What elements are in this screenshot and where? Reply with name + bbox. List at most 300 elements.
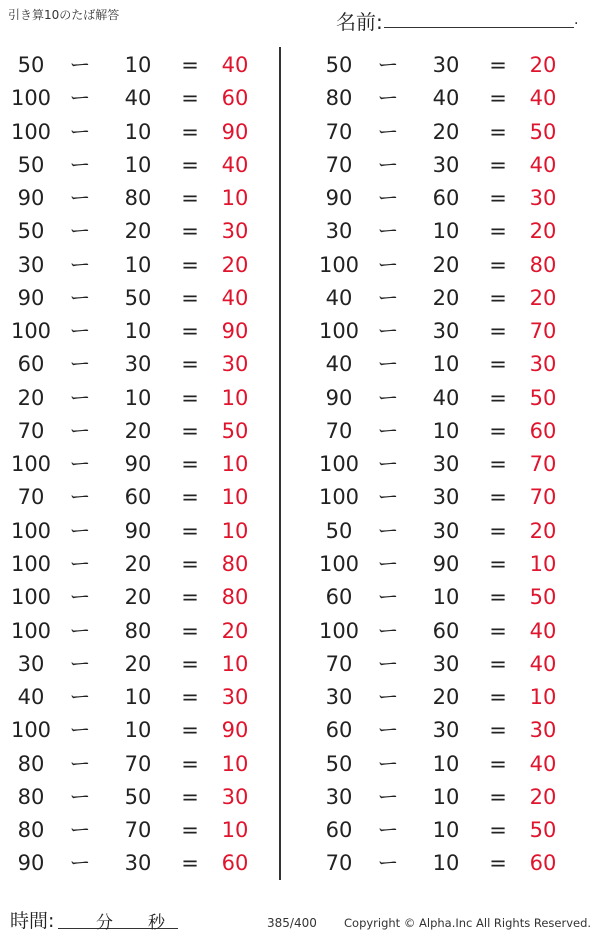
equals-sign: = bbox=[181, 485, 199, 510]
answer: 50 bbox=[529, 385, 557, 410]
equals-sign: = bbox=[181, 152, 199, 177]
subtrahend: 10 bbox=[124, 252, 152, 277]
minuend: 100 bbox=[318, 319, 360, 344]
subtrahend: 60 bbox=[432, 186, 460, 211]
minutes-label: 分 bbox=[96, 913, 113, 933]
minus-sign: ー bbox=[69, 186, 91, 211]
equals-sign: = bbox=[181, 618, 199, 643]
minus-sign: ー bbox=[377, 86, 399, 111]
subtrahend: 10 bbox=[124, 119, 152, 144]
subtrahend: 20 bbox=[432, 285, 460, 310]
problem-row bbox=[0, 249, 260, 282]
subtrahend: 40 bbox=[432, 385, 460, 410]
equals-sign: = bbox=[181, 751, 199, 776]
minus-sign: ー bbox=[377, 319, 399, 344]
problem-row bbox=[308, 548, 568, 581]
answer: 80 bbox=[221, 585, 249, 610]
minuend: 30 bbox=[325, 685, 353, 710]
minuend: 90 bbox=[17, 186, 45, 211]
problem-row bbox=[0, 348, 260, 381]
equals-sign: = bbox=[181, 219, 199, 244]
minuend: 80 bbox=[17, 818, 45, 843]
answer: 80 bbox=[529, 252, 557, 277]
answer: 60 bbox=[221, 851, 249, 876]
minuend: 50 bbox=[325, 518, 353, 543]
problem-row bbox=[0, 82, 260, 115]
minus-sign: ー bbox=[377, 685, 399, 710]
problem-row bbox=[0, 116, 260, 149]
equals-sign: = bbox=[489, 851, 507, 876]
subtrahend: 50 bbox=[124, 285, 152, 310]
problem-row bbox=[308, 149, 568, 182]
answer: 10 bbox=[221, 385, 249, 410]
minuend: 60 bbox=[325, 585, 353, 610]
problem-row bbox=[308, 49, 568, 82]
answer: 10 bbox=[529, 551, 557, 576]
minuend: 100 bbox=[10, 585, 52, 610]
equals-sign: = bbox=[181, 685, 199, 710]
equals-sign: = bbox=[489, 385, 507, 410]
answer: 80 bbox=[221, 551, 249, 576]
problem-row bbox=[308, 249, 568, 282]
equals-sign: = bbox=[181, 551, 199, 576]
subtrahend: 30 bbox=[432, 485, 460, 510]
subtrahend: 10 bbox=[432, 352, 460, 377]
problem-row bbox=[0, 49, 260, 82]
right-problem-column bbox=[308, 49, 568, 881]
answer: 60 bbox=[529, 418, 557, 443]
minuend: 100 bbox=[10, 718, 52, 743]
equals-sign: = bbox=[489, 818, 507, 843]
minuend: 70 bbox=[17, 485, 45, 510]
minus-sign: ー bbox=[69, 518, 91, 543]
minuend: 100 bbox=[10, 452, 52, 477]
answer: 30 bbox=[221, 784, 249, 809]
minus-sign: ー bbox=[377, 784, 399, 809]
problem-row bbox=[308, 348, 568, 381]
subtrahend: 90 bbox=[432, 551, 460, 576]
minus-sign: ー bbox=[377, 518, 399, 543]
minus-sign: ー bbox=[69, 352, 91, 377]
minus-sign: ー bbox=[69, 485, 91, 510]
minuend: 100 bbox=[10, 618, 52, 643]
subtrahend: 10 bbox=[432, 818, 460, 843]
subtrahend: 10 bbox=[432, 418, 460, 443]
subtrahend: 20 bbox=[124, 585, 152, 610]
problem-row bbox=[0, 581, 260, 614]
minus-sign: ー bbox=[377, 252, 399, 277]
column-divider bbox=[279, 47, 281, 880]
minuend: 70 bbox=[17, 418, 45, 443]
minus-sign: ー bbox=[69, 585, 91, 610]
minus-sign: ー bbox=[377, 651, 399, 676]
problem-row bbox=[0, 415, 260, 448]
minuend: 90 bbox=[325, 186, 353, 211]
answer: 50 bbox=[221, 418, 249, 443]
equals-sign: = bbox=[489, 152, 507, 177]
answer: 90 bbox=[221, 119, 249, 144]
minuend: 50 bbox=[325, 53, 353, 77]
minuend: 100 bbox=[318, 485, 360, 510]
minus-sign: ー bbox=[377, 285, 399, 310]
equals-sign: = bbox=[489, 53, 507, 77]
answer: 50 bbox=[529, 585, 557, 610]
minus-sign: ー bbox=[377, 585, 399, 610]
minus-sign: ー bbox=[377, 751, 399, 776]
minuend: 50 bbox=[325, 751, 353, 776]
equals-sign: = bbox=[181, 418, 199, 443]
problem-row bbox=[0, 315, 260, 348]
subtrahend: 30 bbox=[432, 152, 460, 177]
subtrahend: 30 bbox=[432, 452, 460, 477]
minus-sign: ー bbox=[69, 53, 91, 77]
minus-sign: ー bbox=[69, 452, 91, 477]
subtrahend: 30 bbox=[432, 518, 460, 543]
problem-row bbox=[0, 681, 260, 714]
minus-sign: ー bbox=[69, 285, 91, 310]
answer: 30 bbox=[529, 352, 557, 377]
minus-sign: ー bbox=[69, 86, 91, 111]
minus-sign: ー bbox=[69, 252, 91, 277]
problem-row bbox=[308, 748, 568, 781]
equals-sign: = bbox=[489, 618, 507, 643]
equals-sign: = bbox=[489, 585, 507, 610]
minuend: 30 bbox=[17, 252, 45, 277]
problem-row bbox=[308, 648, 568, 681]
minus-sign: ー bbox=[69, 418, 91, 443]
subtrahend: 10 bbox=[124, 385, 152, 410]
subtrahend: 50 bbox=[124, 784, 152, 809]
minus-sign: ー bbox=[377, 119, 399, 144]
answer: 10 bbox=[221, 186, 249, 211]
problem-row bbox=[308, 415, 568, 448]
equals-sign: = bbox=[489, 418, 507, 443]
minus-sign: ー bbox=[69, 685, 91, 710]
minuend: 40 bbox=[325, 285, 353, 310]
equals-sign: = bbox=[489, 751, 507, 776]
equals-sign: = bbox=[489, 718, 507, 743]
minuend: 90 bbox=[17, 851, 45, 876]
subtrahend: 10 bbox=[124, 152, 152, 177]
problem-row bbox=[0, 182, 260, 215]
problem-row bbox=[308, 82, 568, 115]
answer: 20 bbox=[221, 618, 249, 643]
minuend: 70 bbox=[325, 152, 353, 177]
problem-row bbox=[308, 814, 568, 847]
equals-sign: = bbox=[181, 86, 199, 111]
answer: 40 bbox=[221, 285, 249, 310]
minuend: 80 bbox=[17, 784, 45, 809]
answer: 70 bbox=[529, 319, 557, 344]
answer: 70 bbox=[529, 485, 557, 510]
answer: 40 bbox=[529, 152, 557, 177]
subtrahend: 20 bbox=[124, 219, 152, 244]
minuend: 60 bbox=[325, 718, 353, 743]
minus-sign: ー bbox=[69, 551, 91, 576]
subtrahend: 30 bbox=[432, 319, 460, 344]
problem-row bbox=[308, 282, 568, 315]
minus-sign: ー bbox=[69, 119, 91, 144]
answer: 30 bbox=[529, 186, 557, 211]
equals-sign: = bbox=[181, 352, 199, 377]
copyright-text: Copyright © Alpha.Inc All Rights Reserved. bbox=[344, 916, 592, 930]
problem-row bbox=[0, 781, 260, 814]
equals-sign: = bbox=[181, 53, 199, 77]
equals-sign: = bbox=[181, 119, 199, 144]
problem-row bbox=[0, 714, 260, 747]
subtrahend: 20 bbox=[432, 685, 460, 710]
minuend: 80 bbox=[325, 86, 353, 111]
problem-row bbox=[308, 847, 568, 880]
minuend: 40 bbox=[17, 685, 45, 710]
subtrahend: 30 bbox=[432, 53, 460, 77]
minus-sign: ー bbox=[69, 751, 91, 776]
subtrahend: 10 bbox=[432, 851, 460, 876]
minuend: 30 bbox=[325, 219, 353, 244]
subtrahend: 20 bbox=[124, 651, 152, 676]
subtrahend: 20 bbox=[432, 119, 460, 144]
equals-sign: = bbox=[181, 186, 199, 211]
problem-row bbox=[0, 149, 260, 182]
answer: 50 bbox=[529, 119, 557, 144]
equals-sign: = bbox=[181, 252, 199, 277]
problem-row bbox=[0, 814, 260, 847]
problem-row bbox=[308, 116, 568, 149]
subtrahend: 30 bbox=[432, 718, 460, 743]
answer: 40 bbox=[529, 751, 557, 776]
problem-row bbox=[308, 182, 568, 215]
minuend: 100 bbox=[10, 551, 52, 576]
subtrahend: 10 bbox=[124, 685, 152, 710]
problem-row bbox=[308, 515, 568, 548]
minus-sign: ー bbox=[69, 651, 91, 676]
minuend: 60 bbox=[17, 352, 45, 377]
minuend: 70 bbox=[325, 851, 353, 876]
subtrahend: 10 bbox=[124, 718, 152, 743]
answer: 40 bbox=[529, 618, 557, 643]
equals-sign: = bbox=[489, 252, 507, 277]
minus-sign: ー bbox=[69, 851, 91, 876]
minus-sign: ー bbox=[377, 718, 399, 743]
problem-row bbox=[308, 481, 568, 514]
minuend: 50 bbox=[17, 152, 45, 177]
equals-sign: = bbox=[489, 452, 507, 477]
minus-sign: ー bbox=[69, 319, 91, 344]
equals-sign: = bbox=[489, 285, 507, 310]
subtrahend: 30 bbox=[432, 651, 460, 676]
equals-sign: = bbox=[181, 818, 199, 843]
subtrahend: 20 bbox=[124, 551, 152, 576]
answer: 30 bbox=[221, 685, 249, 710]
answer: 30 bbox=[221, 219, 249, 244]
equals-sign: = bbox=[489, 86, 507, 111]
subtrahend: 40 bbox=[124, 86, 152, 111]
minuend: 90 bbox=[17, 285, 45, 310]
subtrahend: 80 bbox=[124, 186, 152, 211]
answer: 20 bbox=[529, 518, 557, 543]
minuend: 100 bbox=[318, 452, 360, 477]
minus-sign: ー bbox=[377, 452, 399, 477]
problem-row bbox=[308, 615, 568, 648]
subtrahend: 20 bbox=[432, 252, 460, 277]
equals-sign: = bbox=[181, 585, 199, 610]
minus-sign: ー bbox=[69, 152, 91, 177]
equals-sign: = bbox=[489, 651, 507, 676]
minus-sign: ー bbox=[69, 718, 91, 743]
problem-row bbox=[308, 781, 568, 814]
answer: 10 bbox=[221, 485, 249, 510]
problem-row bbox=[0, 548, 260, 581]
problem-row bbox=[0, 382, 260, 415]
minuend: 50 bbox=[17, 219, 45, 244]
minus-sign: ー bbox=[69, 618, 91, 643]
problem-row bbox=[308, 215, 568, 248]
answer: 10 bbox=[221, 518, 249, 543]
minus-sign: ー bbox=[377, 219, 399, 244]
minuend: 100 bbox=[318, 252, 360, 277]
minus-sign: ー bbox=[377, 352, 399, 377]
problem-row bbox=[0, 748, 260, 781]
minuend: 40 bbox=[325, 352, 353, 377]
equals-sign: = bbox=[489, 319, 507, 344]
minuend: 100 bbox=[10, 319, 52, 344]
problem-row bbox=[0, 515, 260, 548]
minus-sign: ー bbox=[69, 385, 91, 410]
subtrahend: 10 bbox=[432, 585, 460, 610]
minuend: 30 bbox=[325, 784, 353, 809]
subtrahend: 40 bbox=[432, 86, 460, 111]
subtrahend: 60 bbox=[124, 485, 152, 510]
equals-sign: = bbox=[489, 352, 507, 377]
problem-row bbox=[0, 481, 260, 514]
minus-sign: ー bbox=[377, 418, 399, 443]
equals-sign: = bbox=[489, 784, 507, 809]
answer: 70 bbox=[529, 452, 557, 477]
minuend: 60 bbox=[325, 818, 353, 843]
answer: 30 bbox=[221, 352, 249, 377]
equals-sign: = bbox=[489, 518, 507, 543]
equals-sign: = bbox=[181, 452, 199, 477]
subtrahend: 10 bbox=[432, 219, 460, 244]
minuend: 70 bbox=[325, 119, 353, 144]
subtrahend: 70 bbox=[124, 751, 152, 776]
equals-sign: = bbox=[181, 285, 199, 310]
problem-row bbox=[0, 847, 260, 880]
subtrahend: 30 bbox=[124, 352, 152, 377]
answer: 50 bbox=[529, 818, 557, 843]
minuend: 100 bbox=[318, 618, 360, 643]
subtrahend: 90 bbox=[124, 452, 152, 477]
equals-sign: = bbox=[489, 186, 507, 211]
subtrahend: 90 bbox=[124, 518, 152, 543]
answer: 30 bbox=[529, 718, 557, 743]
subtrahend: 20 bbox=[124, 418, 152, 443]
worksheet-title: 引き算10のたば解答 bbox=[8, 8, 120, 22]
minus-sign: ー bbox=[377, 186, 399, 211]
page-number: 385/400 bbox=[267, 916, 317, 930]
equals-sign: = bbox=[181, 518, 199, 543]
name-label: 名前: bbox=[336, 10, 383, 34]
minuend: 100 bbox=[10, 119, 52, 144]
answer: 20 bbox=[529, 285, 557, 310]
name-end-mark: . bbox=[574, 12, 579, 28]
answer: 10 bbox=[529, 685, 557, 710]
minus-sign: ー bbox=[377, 485, 399, 510]
minus-sign: ー bbox=[377, 618, 399, 643]
minus-sign: ー bbox=[377, 818, 399, 843]
time-label: 時間: bbox=[10, 910, 55, 932]
answer: 20 bbox=[529, 784, 557, 809]
answer: 20 bbox=[529, 219, 557, 244]
problem-row bbox=[0, 615, 260, 648]
equals-sign: = bbox=[489, 119, 507, 144]
problem-row bbox=[0, 448, 260, 481]
subtrahend: 10 bbox=[124, 319, 152, 344]
minus-sign: ー bbox=[377, 551, 399, 576]
equals-sign: = bbox=[181, 319, 199, 344]
answer: 90 bbox=[221, 718, 249, 743]
answer: 10 bbox=[221, 818, 249, 843]
seconds-label: 秒 bbox=[148, 913, 165, 933]
equals-sign: = bbox=[181, 718, 199, 743]
answer: 10 bbox=[221, 452, 249, 477]
answer: 40 bbox=[529, 651, 557, 676]
equals-sign: = bbox=[181, 851, 199, 876]
minuend: 20 bbox=[17, 385, 45, 410]
equals-sign: = bbox=[181, 385, 199, 410]
minuend: 70 bbox=[325, 418, 353, 443]
subtrahend: 80 bbox=[124, 618, 152, 643]
minuend: 100 bbox=[10, 86, 52, 111]
subtrahend: 10 bbox=[432, 751, 460, 776]
minuend: 90 bbox=[325, 385, 353, 410]
problem-row bbox=[308, 315, 568, 348]
equals-sign: = bbox=[181, 784, 199, 809]
problem-row bbox=[308, 681, 568, 714]
minuend: 50 bbox=[17, 53, 45, 77]
answer: 60 bbox=[529, 851, 557, 876]
problem-row bbox=[308, 581, 568, 614]
equals-sign: = bbox=[489, 485, 507, 510]
answer: 40 bbox=[529, 86, 557, 111]
minus-sign: ー bbox=[377, 851, 399, 876]
name-field-line bbox=[384, 27, 574, 28]
subtrahend: 10 bbox=[124, 53, 152, 77]
minuend: 100 bbox=[10, 518, 52, 543]
problem-row bbox=[308, 382, 568, 415]
answer: 10 bbox=[221, 651, 249, 676]
minus-sign: ー bbox=[377, 53, 399, 77]
answer: 10 bbox=[221, 751, 249, 776]
problem-row bbox=[308, 714, 568, 747]
equals-sign: = bbox=[181, 651, 199, 676]
answer: 90 bbox=[221, 319, 249, 344]
answer: 60 bbox=[221, 86, 249, 111]
minus-sign: ー bbox=[377, 152, 399, 177]
minuend: 100 bbox=[318, 551, 360, 576]
problem-row bbox=[0, 215, 260, 248]
left-problem-column bbox=[0, 49, 260, 881]
minus-sign: ー bbox=[69, 219, 91, 244]
subtrahend: 60 bbox=[432, 618, 460, 643]
problem-row bbox=[0, 282, 260, 315]
problem-row bbox=[308, 448, 568, 481]
problem-row bbox=[0, 648, 260, 681]
minuend: 80 bbox=[17, 751, 45, 776]
minus-sign: ー bbox=[69, 818, 91, 843]
subtrahend: 30 bbox=[124, 851, 152, 876]
equals-sign: = bbox=[489, 685, 507, 710]
